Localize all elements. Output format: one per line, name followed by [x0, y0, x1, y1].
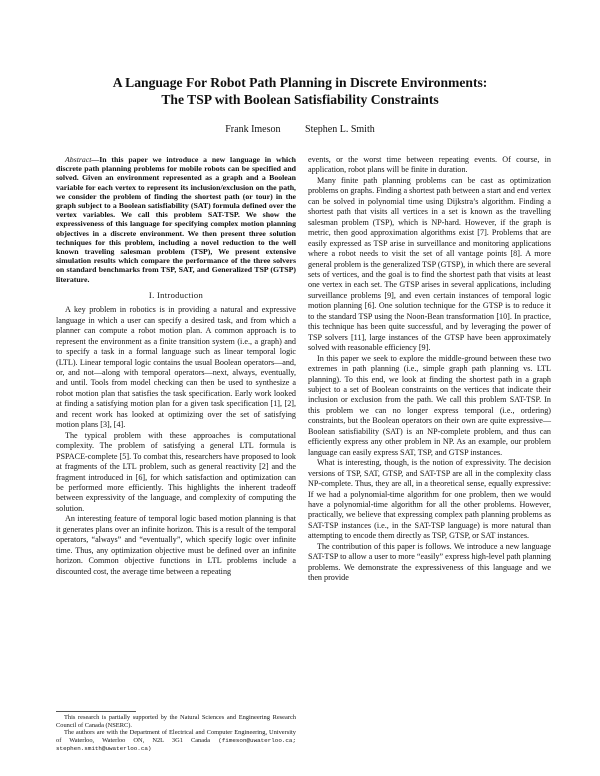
footnote: This research is partially supported by the Natural Sciences and Engineering Research Council of Canada (NSERC). — [56, 714, 296, 729]
author-name: Frank Imeson — [225, 124, 281, 135]
body-paragraph: In this paper we seek to explore the middle-ground between these two extremes in path planning (i.e., simple graph path planning vs. LTL planning). To this end, we look at finding the shortest path in a graph subject to a set of Boolean constraints on the vertices that indicate their inclusion or exclusion from the path. We call this problem SAT-TSP. In this problem we can no longer express temporal (i.e., ordering) constraints, but the Boolean operators on their own are quite expressive—Boolean satisfiability (SAT) is an NP-complete problem, and thus can efficiently express any other problem in NP. As an example, our problem language can easily express SAT, TSP, and GTSP instances. — [308, 353, 551, 457]
body-paragraph: What is interesting, though, is the notion of expressivity. The decision versions of TSP, SAT, GTSP, and SAT-TSP are all in the complexity class NP-complete. Thus, they are all, in a theoretical sense, equally expressive: If we had a polynomial-time algorithm for one problem, then we would have a polynomial-time algorithm for all the other problems. However, practically, we believe that expressing complex path planning problems as SAT-TSP instances (i.e., in the SAT-TSP language) is more natural than attempting to encode them directly as TSP, GTSP, or SAT instances. — [308, 458, 551, 541]
right-column — [308, 155, 551, 584]
abstract — [56, 155, 296, 284]
body-paragraph: The contribution of this paper is follows. We introduce a new language SAT-TSP to allow a user to more “easily” express high-level path planning problems. We demonstrate the expressiveness of this language and we then provide — [308, 541, 551, 583]
abstract-label: Abstract — [65, 155, 92, 164]
body-paragraph: events, or the worst time between repeating events. Of course, in application, robot plans will be finite in duration. — [308, 155, 551, 175]
footnote — [56, 729, 296, 752]
body-paragraph: A key problem in robotics is in providing a natural and expressive language in which a user can specify a desired task, and from which a planner can compute a robot motion plan. A common approach is to represent the environment as a finite transition system (i.e., a graph) and to specify a task in a formal language such as linear temporal logic (LTL). Linear temporal logic contains the usual Boolean operators—and, or, and not—along with temporal operators—next, always, eventually, and until. Tools from model checking can then be used to synthesize a robot motion plan that satisfies the task specification. Early work looked at finding a satisfying motion plan for a given task specification [1], [2], and recent work has looked at optimizing over the set of satisfying motion plans [3], [4]. — [56, 305, 296, 430]
left-column — [56, 155, 296, 577]
author-name: Stephen L. Smith — [305, 124, 375, 135]
title-line-2: The TSP with Boolean Satisfiability Constraints — [161, 92, 439, 107]
author-list — [0, 124, 600, 135]
section-heading: I. Introduction — [148, 289, 204, 300]
footnote-affiliation: The authors are with the Department of Electrical and Computer Engineering, University of Waterloo, Waterloo ON, N2L 3G1 Canada — [56, 729, 296, 745]
paper-title — [40, 74, 560, 108]
title-line-1: A Language For Robot Path Planning in Discrete Environments: — [112, 75, 488, 90]
body-paragraph: Many finite path planning problems can be cast as optimization problems on graphs. Finding a shortest path between a start and end vertex can be solved in polynomial time using Dijkstra’s algorithm. Finding a shortest path that visits all vertices in a set is known as the travelling salesman problem (TSP), which is NP-hard. However, if the graph is metric, then good approximation algorithms exist [7]. Problems that are easily expressed as TSP arise in surveillance and monitoring applications where a robot needs to visit the set of all vantage points [8]. A more general problem is the generalized TSP (GTSP), in which there are several sets of vertices, and the goal is to find the shortest path that visits at least one vertex in each set. The GTSP arises in several applications, including surveillance problems [9], and even certain instances of temporal logic motion planning [6]. One solution technique for the GTSP is to reduce it to the standard TSP using the Noon-Bean transformation [10]. In practice, this technique has been quite successful, and by leveraging the power of TSP solvers [11], large instances of the GTSP have been approximately solved with reasonable efficiency [9]. — [308, 175, 552, 353]
body-paragraph: An interesting feature of temporal logic based motion planning is that it generates plans over an infinite horizon. This is a result of the temporal operators, “always” and “eventually”, which specify logic over infinite time. Thus, any optimization objective must be defined over an infinite horizon. Common objective functions in LTL problems include a discounted cost, the average time between a repeating — [56, 514, 296, 576]
abstract-text: In this paper we introduce a new language in which discrete path planning problems for mobile robots can be specified and solved. Given an environment represented as a graph and a Boolean variable for each vertex to represent its inclusion/exclusion on the path, we consider the problem of finding the shortest path (or tour) in the graph subject to a Boolean satisfiability (SAT) formula defined over the vertex variables. We call this problem SAT-TSP. We show the expressiveness of this language for specifying complex motion planning objectives in a discrete environment. We then present three solution techniques for this problem, including a novel reduction to the well known traveling salesman problem (TSP), We present extensive simulation results which compare the performance of the three solvers on standard benchmarks from TSP, SAT, and Generalized TSP (GTSP) literature. — [56, 155, 296, 284]
footnotes — [56, 714, 296, 753]
footnote-emails: (fimeson@uwaterloo.ca; stephen.smith@uwaterloo.ca) — [56, 737, 296, 752]
body-paragraph: The typical problem with these approaches is computational complexity. The problem of satisfying a general LTL formula is PSPACE-complete [5]. To combat this, researchers have proposed to look at fragments of the LTL problem, such as general reactivity [2] and the fragment introduced in [6], for which satisfaction and optimization can be performed more efficiently. This highlights the inherent tradeoff between expressivity of the language, and complexity of computing the solution. — [56, 430, 296, 513]
footnote-divider — [56, 711, 136, 712]
abstract-dash: — — [91, 155, 100, 164]
